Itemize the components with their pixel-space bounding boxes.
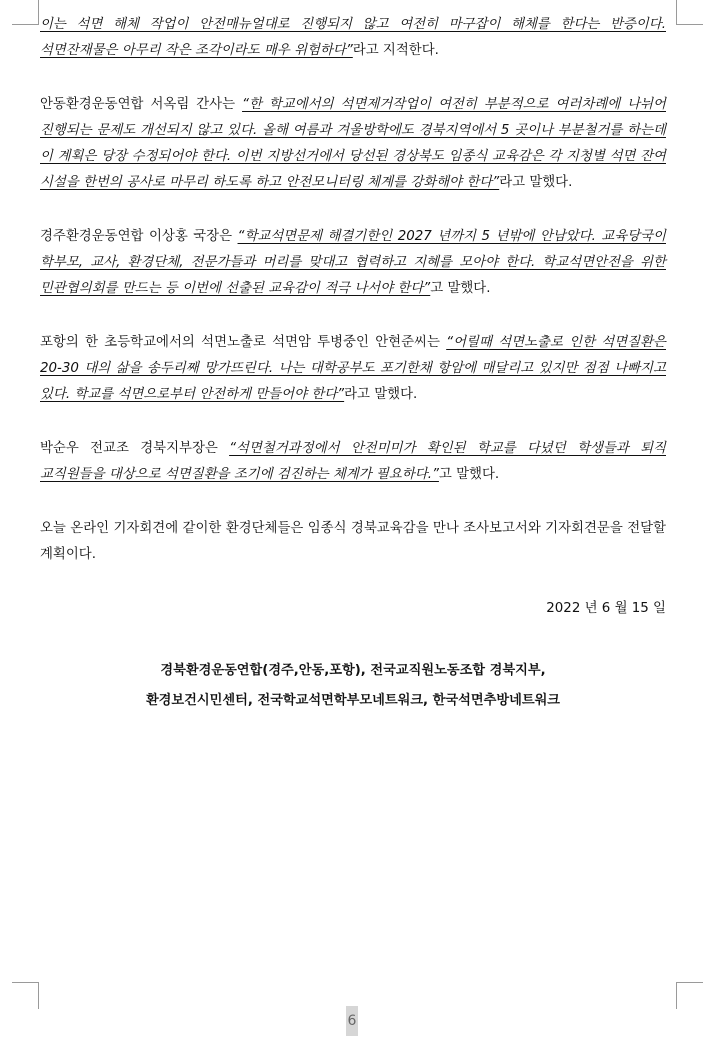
quote-text: “어릴때 석면노출로 인한 석면질환은 20-30 대의 삶을 송두리째 망가뜨린다. 나는 대학공부도 포기한채 항암에 매달리고 있지만 점점 나빠지고 있다. 학교를 석면으로부터 안전하게 만들어야 한다” [40, 335, 666, 402]
quote-text: “한 학교에서의 석면제거작업이 여전히 부분적으로 여러차례에 나뉘어 진행되는 문제도 개선되지 않고 있다. 올해 여름과 겨울방학에도 경북지역에서 5 곳이나 부분철거를 하는데 이 계획은 당장 수정되어야 한다. 이번 지방선거에서 당선된 경상북도 임종식 교육감은 각 지청별 석면 잔여 시설을 한번의 공사로 마무리 하도록 하고 안전모니터링 체계를 강화해야 한다” [40, 97, 666, 190]
plain-text: 오늘 온라인 기자회견에 같이한 환경단체들은 임종식 경북교육감을 만나 조사보고서와 기자회견문을 전달할 계획이다. [40, 521, 666, 562]
document-body [40, 12, 666, 716]
plain-text: 경주환경운동연합 이상홍 국장은 [40, 229, 238, 244]
plain-text: 박순우 전교조 경북지부장은 [40, 441, 230, 456]
organizations-line-2: 환경보건시민센터, 전국학교석면학부모네트워크, 한국석면추방네트워크 [145, 693, 561, 708]
paragraph-3 [40, 224, 666, 302]
plain-text: 고 말했다. [438, 467, 500, 482]
document-date: 2022 년 6 월 15 일 [546, 601, 666, 616]
plain-text: 안동환경운동연합 서옥림 간사는 [40, 97, 243, 112]
page-number: 6 [346, 1006, 358, 1036]
crop-mark-top-left [12, 0, 39, 25]
quote-text: “학교석면문제 해결기한인 2027 년까지 5 년밖에 안남았다. 교육당국이 학부모, 교사, 환경단체, 전문가들과 머리를 맞대고 협력하고 지혜를 모아야 한다. 학교석면안전을 위한 민관협의회를 만드는 등 이번에 선출된 교육감이 적극 나서야 한다” [40, 229, 666, 296]
organizations-line-1: 경북환경운동연합(경주,안동,포항), 전국교직원노동조합 경북지부, [160, 663, 546, 678]
plain-text: 라고 말했다. [499, 175, 573, 190]
plain-text: 고 말했다. [430, 281, 491, 296]
plain-text: 라고 지적한다. [352, 43, 439, 58]
crop-mark-top-right [676, 0, 703, 25]
paragraph-6 [40, 516, 666, 568]
quote-text: “석면철거과정에서 안전미미가 확인된 학교를 다녔던 학생들과 퇴직 교직원들을 대상으로 석면질환을 조기에 검진하는 체계가 필요하다.” [40, 441, 666, 482]
crop-mark-bottom-left [12, 982, 39, 1009]
paragraph-4 [40, 330, 666, 408]
plain-text: 포항의 한 초등학교에서의 석면노출로 석면암 투병중인 안현준씨는 [40, 335, 447, 350]
plain-text: 라고 말했다. [344, 387, 418, 402]
crop-mark-bottom-right [676, 982, 703, 1009]
paragraph-1 [40, 12, 666, 64]
quote-text: 이는 석면 해체 작업이 안전매뉴얼대로 진행되지 않고 여전히 마구잡이 해체를 한다는 반증이다. 석면잔재물은 아무리 작은 조각이라도 매우 위험하다” [40, 17, 666, 58]
paragraph-2 [40, 92, 666, 196]
paragraph-5 [40, 436, 666, 488]
